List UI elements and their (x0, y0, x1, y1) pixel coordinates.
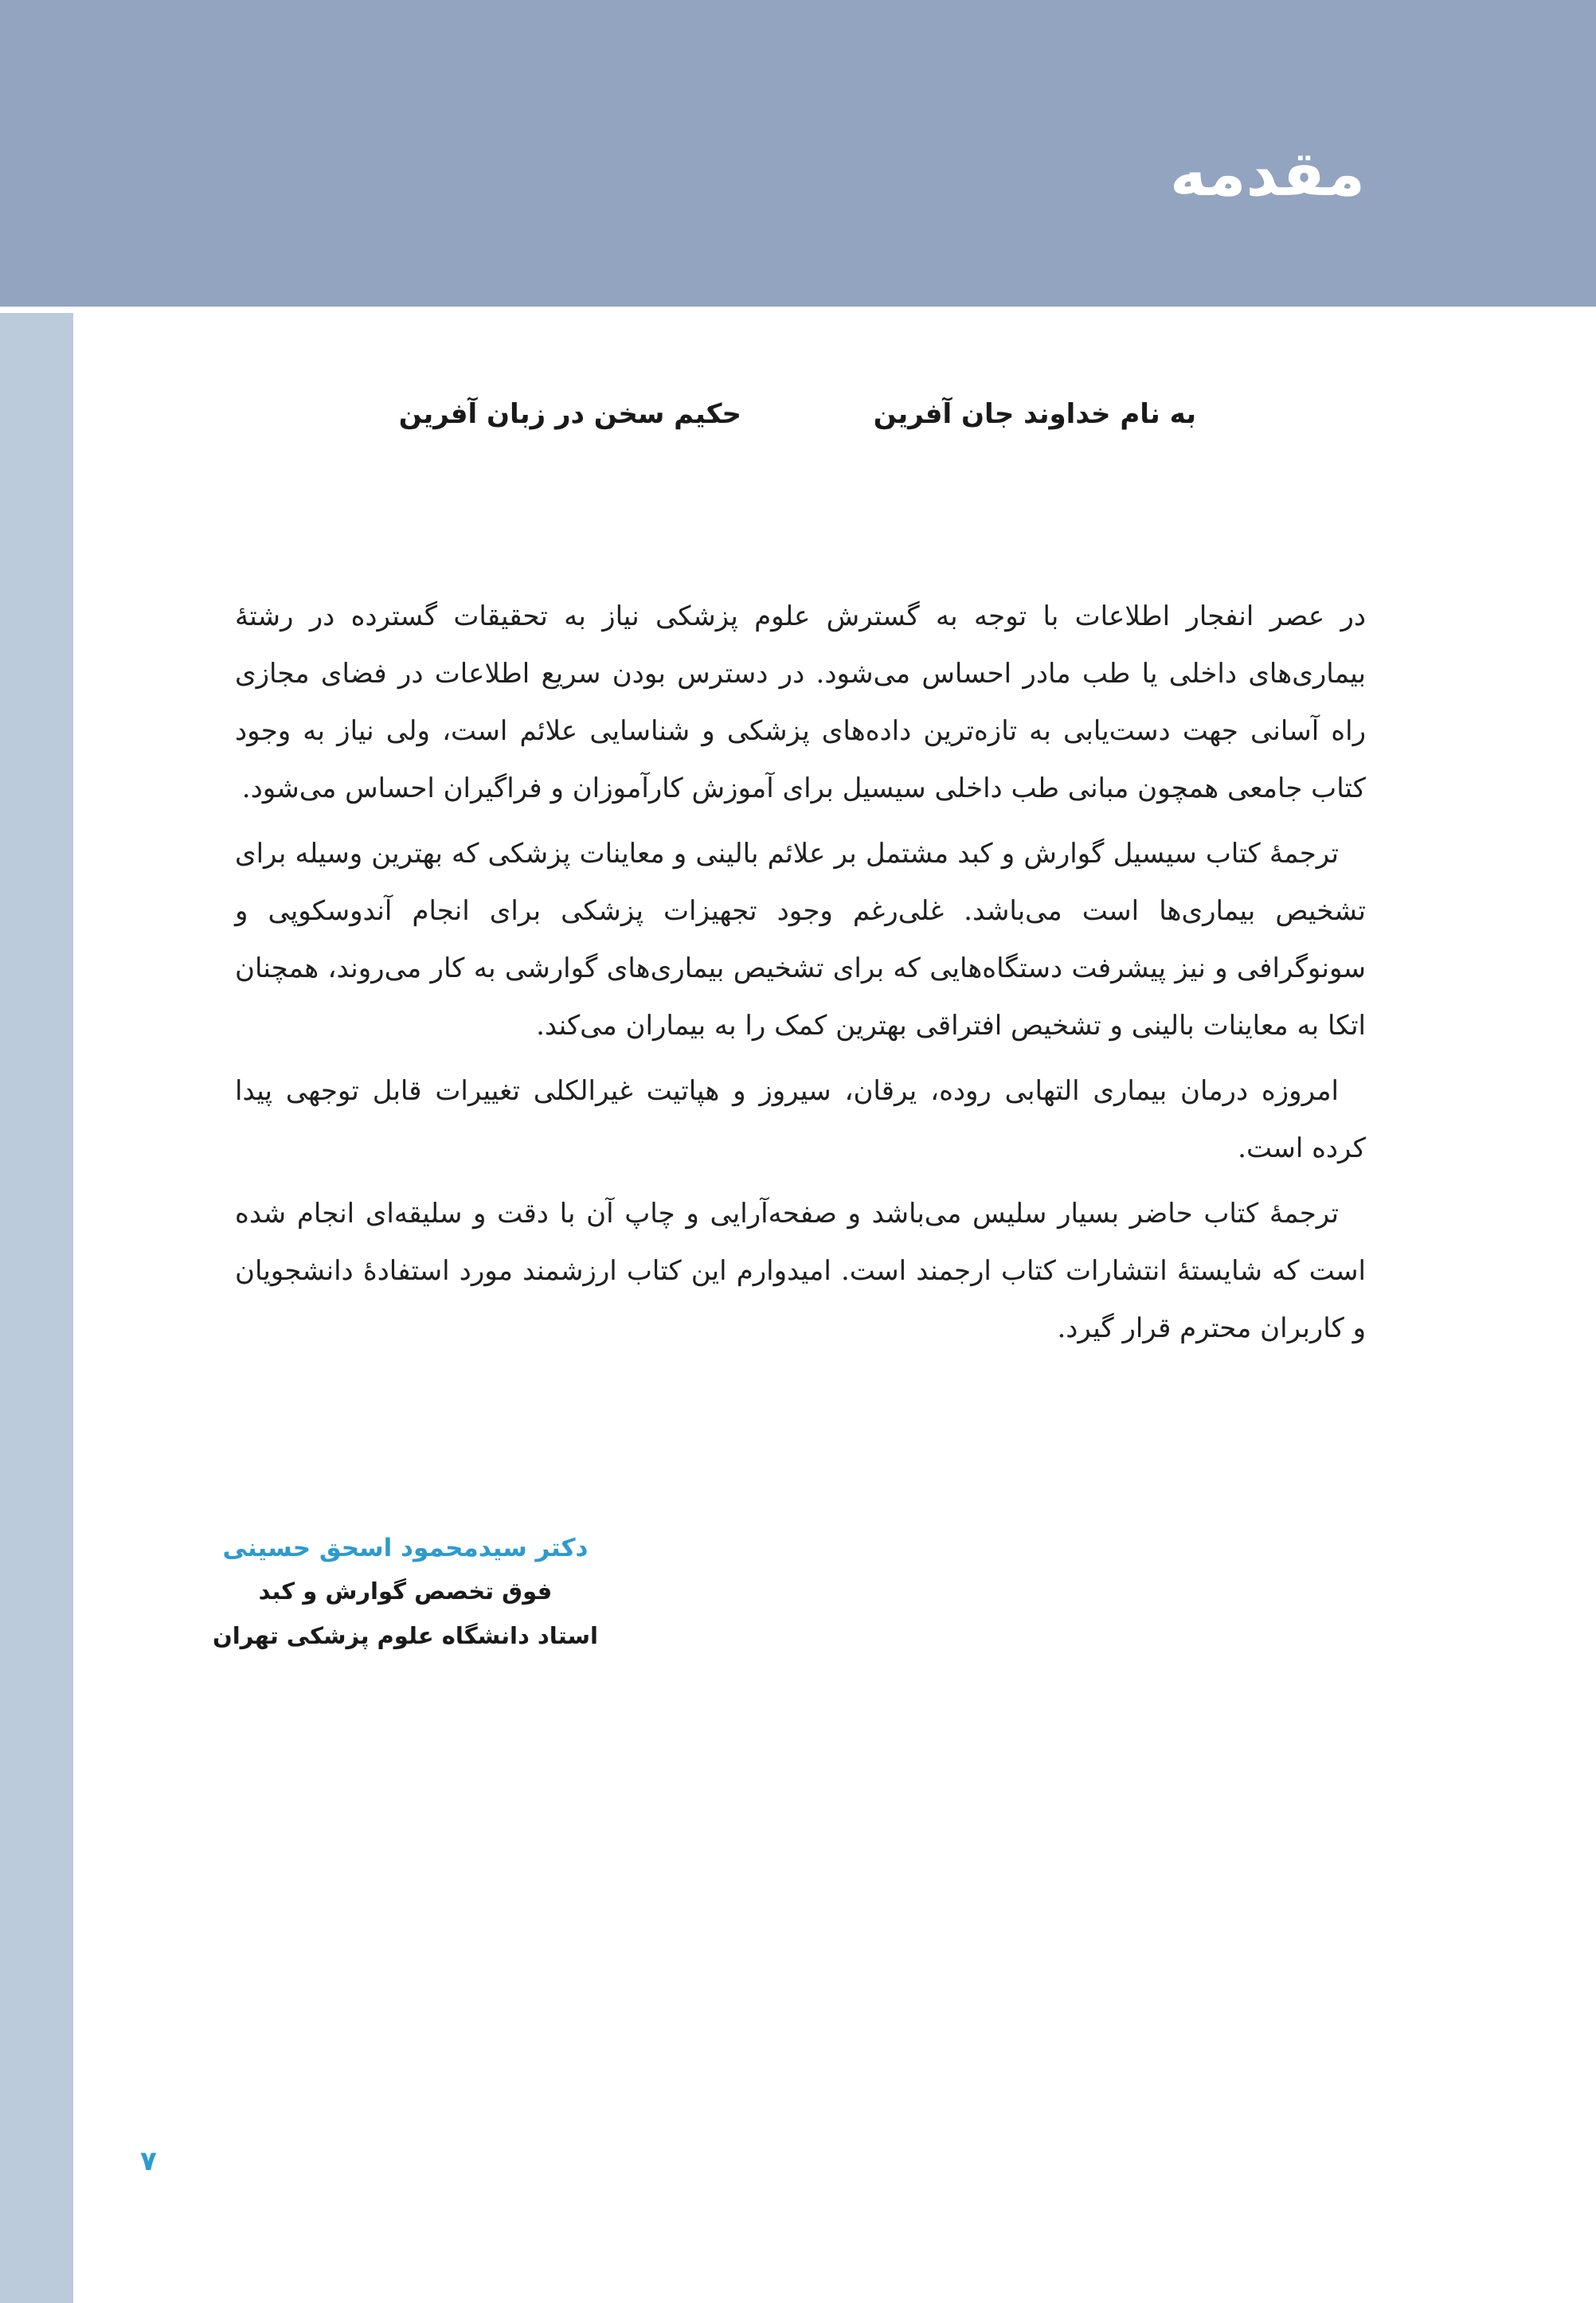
author-title: فوق تخصص گوارش و کبد (258, 1578, 553, 1605)
preface-body (235, 588, 1366, 1365)
author-affiliation: استاد دانشگاه علوم پزشکی تهران (212, 1622, 598, 1649)
paragraph: ترجمهٔ کتاب حاضر بسیار سلیس می‌باشد و صفحه‌آرایی و چاپ آن با دقت و سلیقه‌ای انجام شده است که شایستهٔ انتشارات کتاب ارجمند است. امیدوارم این کتاب ارزشمند مورد استفادهٔ دانشجویان و کاربران محترم قرار گیرد. (235, 1198, 1366, 1344)
verse-line-1: به نام خداوند جان آفرین (873, 398, 1196, 430)
header-divider (0, 307, 1596, 313)
paragraph: ترجمهٔ کتاب سیسیل گوارش و کبد مشتمل بر علائم بالینی و معاینات پزشکی که بهترین وسیله برای تشخیص بیماری‌ها است می‌باشد. غلی‌رغم وجود تجهیزات پزشکی برای انجام آندوسکوپی و سونوگرافی و نیز پیشرفت دستگاه‌هایی که برای تشخیص بیماری‌های گوارشی به کار می‌روند، همچنان اتکا به معاینات بالینی و تشخیص افتراقی بهترین کمک را به بیماران می‌کند. (235, 838, 1366, 1042)
paragraph: امروزه درمان بیماری التهابی روده، یرقان، سیروز و هپاتیت غیرالکلی تغییرات قابل توجهی پیدا کرده است. (235, 1075, 1366, 1164)
paragraph: در عصر انفجار اطلاعات با توجه به گسترش علوم پزشکی نیاز به تحقیقات گسترده در رشتهٔ بیماری‌های داخلی یا طب مادر احساس می‌شود. در دسترس بودن سریع اطلاعات در فضای مجازی راه آسانی جهت دست‌یابی به تازه‌ترین داده‌های پزشکی و شناسایی علائم است، ولی نیاز به وجود کتاب جامعی همچون مبانی طب داخلی سیسیل برای آموزش کارآموزان و فراگیران احساس می‌شود. (235, 600, 1366, 804)
verse-line-2: حکیم سخن در زبان آفرین (398, 398, 741, 430)
page-number: ۷ (140, 2145, 157, 2177)
author-name: دکتر سیدمحمود اسحق حسینی (222, 1534, 589, 1562)
signature-block (213, 1527, 598, 1658)
side-band (0, 313, 73, 2303)
chapter-title: مقدمه (1169, 139, 1365, 210)
